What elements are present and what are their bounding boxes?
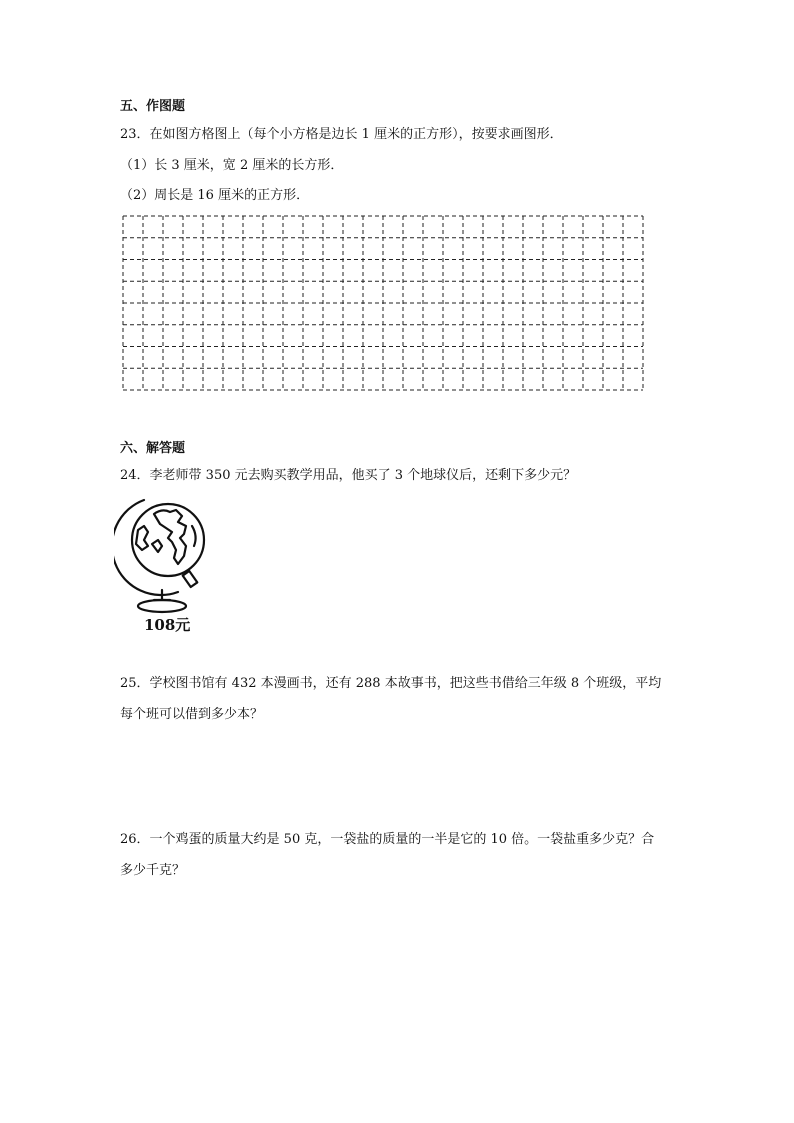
question-25-line-1: 25．学校图书馆有 432 本漫画书，还有 288 本故事书，把这些书借给三年级 8 个班级，平均 — [120, 676, 662, 691]
question-26-line-1: 26．一个鸡蛋的质量大约是 50 克，一袋盐的质量的一半是它的 10 倍。一袋盐重多少克？合 — [120, 832, 655, 847]
section-5-heading: 五、作图题 — [120, 99, 186, 114]
globe-image — [114, 494, 210, 614]
drawing-grid[interactable] — [121, 214, 645, 392]
question-23-stem: 23．在如图方格图上（每个小方格是边长 1 厘米的正方形），按要求画图形． — [120, 127, 563, 142]
question-23-part-2: （2）周长是 16 厘米的正方形． — [120, 188, 310, 203]
globe-price-label: 108元 — [144, 616, 191, 634]
question-23-part-1: （1）长 3 厘米，宽 2 厘米的长方形． — [120, 158, 344, 173]
question-26-line-2: 多少千克？ — [120, 863, 186, 878]
question-24-stem: 24．李老师带 350 元去购买教学用品，他买了 3 个地球仪后，还剩下多少元？ — [120, 468, 577, 483]
section-6-heading: 六、解答题 — [120, 441, 186, 456]
question-25-line-2: 每个班可以借到多少本？ — [120, 707, 264, 722]
